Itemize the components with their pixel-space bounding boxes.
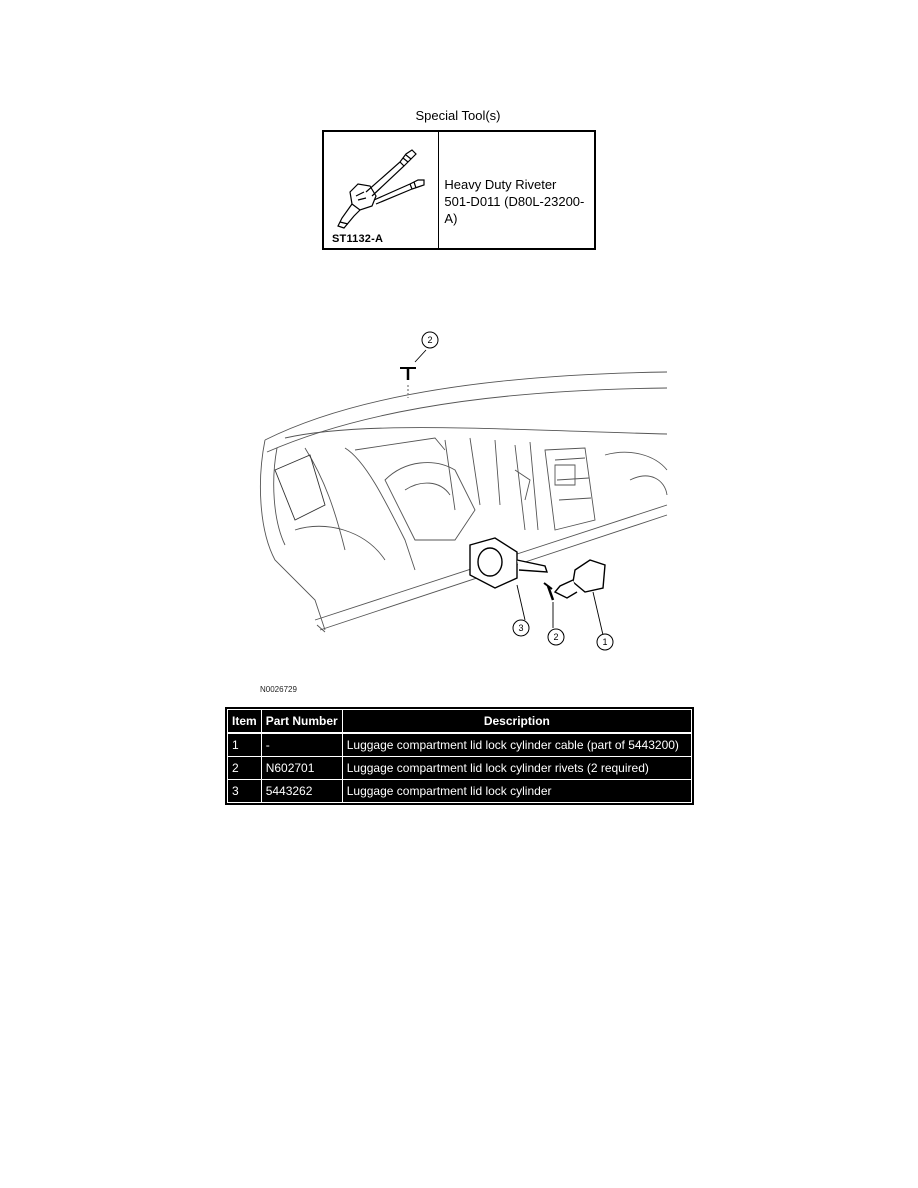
description-cell: Luggage compartment lid lock cylinder cable (part of 5443200): [342, 733, 691, 757]
header-item: Item: [228, 710, 262, 734]
riveter-illustration: [324, 132, 439, 248]
part-number-cell: -: [261, 733, 342, 757]
table-header-row: [228, 710, 692, 734]
tool-description: [439, 132, 594, 248]
table-row: [228, 733, 692, 757]
table-row: [228, 780, 692, 803]
special-tools-caption: Special Tool(s): [415, 108, 501, 123]
callout-2-bottom: 2: [553, 632, 559, 642]
tool-number: 501-D011 (D80L-23200-A): [444, 194, 585, 226]
table-row: [228, 757, 692, 780]
callout-2-top: 2: [427, 335, 433, 345]
description-cell: Luggage compartment lid lock cylinder rivets (2 required): [342, 757, 691, 780]
lock-cylinder-diagram: [255, 330, 670, 655]
header-part-number: Part Number: [261, 710, 342, 734]
part-number-cell: 5443262: [261, 780, 342, 803]
callout-1: 1: [602, 637, 608, 647]
riveter-tool-icon: [330, 140, 434, 232]
figure-code: N0026729: [260, 685, 297, 694]
item-cell: 2: [228, 757, 262, 780]
callout-3: 3: [518, 623, 524, 633]
part-number-cell: N602701: [261, 757, 342, 780]
header-description: Description: [342, 710, 691, 734]
description-cell: Luggage compartment lid lock cylinder: [342, 780, 691, 803]
item-cell: 3: [228, 780, 262, 803]
item-cell: 1: [228, 733, 262, 757]
parts-table: [227, 709, 692, 803]
tool-name: Heavy Duty Riveter: [444, 177, 557, 192]
special-tool-box: [322, 130, 596, 250]
tool-image-code: ST1132-A: [332, 233, 384, 245]
